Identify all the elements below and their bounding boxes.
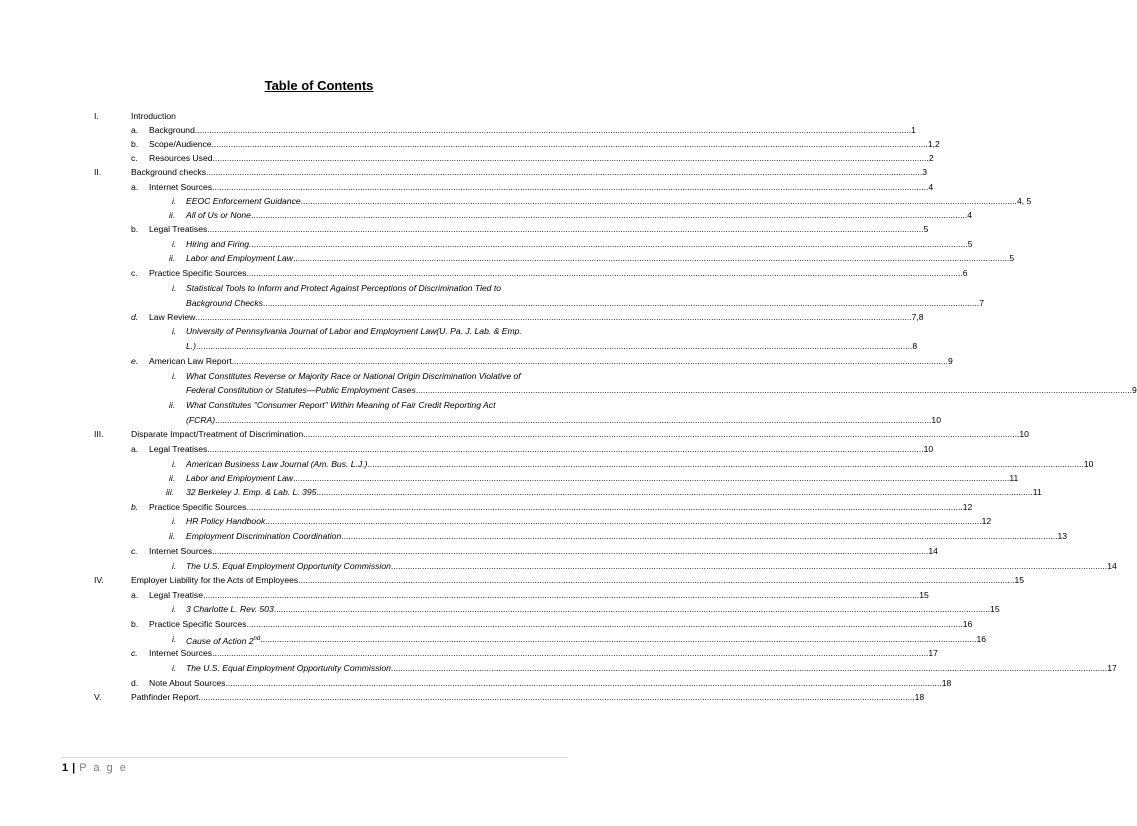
toc-entry[interactable] — [186, 516, 992, 527]
toc-item-label: e. — [131, 356, 139, 366]
toc-entry-text: Practice Specific Sources — [149, 619, 247, 629]
toc-entry-text: Law Review — [149, 312, 196, 322]
toc-entry-text: Introduction — [131, 111, 176, 121]
toc-entry[interactable] — [149, 678, 952, 689]
toc-page-number: 16 — [976, 634, 987, 644]
toc-leader-dots: ............................................................................................................................................................................................................................................................................................................ — [194, 125, 912, 135]
toc-entry[interactable] — [149, 546, 938, 557]
toc-page-number: 1 — [911, 125, 916, 135]
toc-leader-dots: ............................................................................................................................................................................................................................................................................................................ — [212, 153, 929, 163]
toc-item-label: i. — [172, 283, 177, 293]
toc-leader-dots: ............................................................................................................................................................................................................................................................................................................ — [195, 312, 912, 322]
toc-item-label: b. — [131, 224, 139, 234]
toc-page-number: 12 — [962, 502, 973, 512]
toc-item-label: a. — [131, 182, 139, 192]
toc-entry-text: What Constitutes Reverse or Majority Race or National Origin Discrimination Violative of — [186, 371, 521, 381]
toc-leader-dots: ............................................................................................................................................................................................................................................................................................................ — [251, 239, 968, 249]
toc-entry-text: Internet Sources — [149, 182, 213, 192]
footer-page-number: 1 — [62, 762, 69, 774]
toc-entry-text: American Business Law Journal (Am. Bus. L.J.) — [186, 459, 368, 469]
toc-item-label: i. — [172, 604, 177, 614]
toc-leader-dots: ............................................................................................................................................................................................................................................................................................................ — [293, 473, 1010, 483]
toc-leader-dots: ............................................................................................................................................................................................................................................................................................................ — [367, 459, 1084, 469]
toc-entry[interactable] — [186, 473, 1019, 484]
toc-entry[interactable] — [186, 196, 1032, 207]
toc-item-label: ii. — [169, 473, 176, 483]
toc-leader-dots: ............................................................................................................................................................................................................................................................................................................ — [300, 196, 1017, 206]
toc-item-label: d. — [131, 678, 139, 688]
toc-entry[interactable] — [186, 298, 984, 309]
toc-leader-dots: ............................................................................................................................................................................................................................................................................................................ — [298, 575, 1015, 585]
toc-entry-text: EEOC Enforcement Guidance — [186, 196, 301, 206]
toc-item-label: i. — [172, 326, 177, 336]
footer-page-label: P a g e — [79, 762, 128, 774]
toc-entry[interactable] — [149, 619, 973, 630]
toc-item-label: i. — [172, 459, 177, 469]
toc-entry-text: Legal Treatise — [149, 590, 203, 600]
footer-separator: | — [72, 762, 76, 774]
toc-section-number: III. — [94, 429, 104, 439]
toc-page-number: 17 — [928, 648, 938, 658]
toc-item-label: i. — [172, 371, 177, 381]
toc-entry-text: Legal Treatises — [149, 224, 208, 234]
toc-entry-text: Practice Specific Sources — [149, 502, 247, 512]
toc-item-label: iii. — [166, 487, 175, 497]
toc-leader-dots: ............................................................................................................................................................................................................................................................................................................ — [196, 341, 913, 351]
toc-item-label: i. — [172, 634, 177, 644]
toc-page-number: 10 — [931, 415, 941, 425]
toc-leader-dots: ............................................................................................................................................................................................................................................................................................................ — [390, 663, 1108, 673]
toc-title: Table of Contents — [264, 78, 374, 93]
toc-page-number: 2 — [928, 153, 934, 163]
page-footer — [62, 762, 128, 774]
toc-item-label: c. — [131, 153, 138, 163]
toc-entry-text: Statistical Tools to Inform and Protect Against Perceptions of Discrimination Tied to — [186, 283, 502, 293]
toc-entry[interactable] — [186, 239, 973, 250]
toc-leader-dots: ............................................................................................................................................................................................................................................................................................................ — [293, 253, 1010, 263]
toc-entry-text: All of Us or None — [186, 210, 251, 220]
toc-leader-dots: ............................................................................................................................................................................................................................................................................................................ — [212, 648, 929, 658]
toc-entry[interactable] — [186, 634, 987, 647]
toc-page-number: 9 — [1132, 385, 1137, 395]
toc-entry-text: Cause of Action 2nd — [186, 635, 261, 646]
toc-page-number: 14 — [928, 546, 938, 556]
toc-entry-text: Scope/Audience — [149, 139, 212, 149]
toc-entry[interactable] — [149, 590, 929, 601]
toc-leader-dots: ............................................................................................................................................................................................................................................................................................................ — [246, 502, 963, 512]
toc-item-label: i. — [172, 663, 177, 673]
toc-entry[interactable] — [131, 692, 925, 703]
toc-leader-dots: ............................................................................................................................................................................................................................................................................................................ — [206, 167, 923, 177]
toc-page-number: 5 — [1009, 253, 1015, 263]
toc-entry[interactable] — [186, 210, 973, 221]
toc-entry[interactable] — [186, 604, 1000, 615]
toc-page-number: 16 — [962, 619, 973, 629]
toc-item-label: i. — [172, 516, 177, 526]
toc-entry[interactable] — [131, 575, 1025, 586]
toc-item-label: c. — [131, 546, 138, 556]
toc-leader-dots: ............................................................................................................................................................................................................................................................................................................ — [250, 210, 968, 220]
toc-page-number: 3 — [922, 167, 928, 177]
toc-leader-dots: ............................................................................................................................................................................................................................................................................................................ — [303, 429, 1020, 439]
toc-item-label: ii. — [169, 400, 176, 410]
toc-page-number: 7 — [979, 298, 984, 308]
toc-entry[interactable] — [186, 487, 1042, 498]
toc-entry[interactable] — [149, 444, 934, 455]
toc-leader-dots: ............................................................................................................................................................................................................................................................................................................ — [341, 531, 1058, 541]
toc-page-number: 8 — [912, 341, 918, 351]
toc-entry-text: Disparate Impact/Treatment of Discrimination — [131, 429, 304, 439]
toc-entry-text: Note About Sources — [149, 678, 226, 688]
toc-entry-text: Background — [149, 125, 195, 135]
toc-entry[interactable] — [149, 312, 924, 323]
toc-entry[interactable] — [186, 253, 1015, 264]
toc-entry-text: University of Pennsylvania Journal of Labor and Employment Law(U. Pa. J. Lab. & Emp. — [186, 326, 522, 336]
toc-entry-text: Labor and Employment Law — [186, 253, 294, 263]
toc-item-label: b. — [131, 139, 139, 149]
toc-section-number: V. — [94, 692, 102, 702]
toc-leader-dots: ............................................................................................................................................................................................................................................................................................................ — [202, 590, 920, 600]
toc-entry-text: Employer Liability for the Acts of Employees — [131, 575, 299, 585]
toc-leader-dots: ............................................................................................................................................................................................................................................................................................................ — [225, 678, 942, 688]
toc-entry[interactable] — [186, 341, 918, 352]
toc-item-label: b. — [131, 619, 139, 629]
toc-leader-dots: ............................................................................................................................................................................................................................................................................................................ — [207, 444, 924, 454]
toc-entry[interactable] — [149, 153, 934, 164]
toc-leader-dots: ............................................................................................................................................................................................................................................................................................................ — [231, 356, 948, 366]
toc-entry-text: Pathfinder Report — [131, 692, 199, 702]
toc-leader-dots: ............................................................................................................................................................................................................................................................................................................ — [212, 182, 929, 192]
toc-leader-dots: ............................................................................................................................................................................................................................................................................................................ — [260, 634, 977, 644]
toc-page-number: 14 — [1107, 561, 1117, 571]
toc-page-number: 18 — [914, 692, 925, 702]
toc-page-number: 7,8 — [911, 312, 924, 322]
toc-entry[interactable] — [149, 356, 953, 367]
toc-item-label: a. — [131, 444, 139, 454]
toc-entry-text: 3 Charlotte L. Rev. 503 — [186, 604, 274, 614]
toc-entry[interactable] — [186, 459, 1094, 470]
toc-section-number: II. — [94, 167, 102, 177]
toc-entry[interactable] — [186, 371, 560, 382]
toc-leader-dots: ............................................................................................................................................................................................................................................................................................................ — [211, 139, 928, 149]
toc-entry[interactable] — [149, 139, 940, 150]
toc-item-label: i. — [172, 196, 177, 206]
toc-item-label: ii. — [169, 531, 176, 541]
toc-entry-text: Legal Treatises — [149, 444, 208, 454]
toc-entry[interactable] — [131, 167, 928, 178]
toc-entry-text: American Law Report — [149, 356, 232, 366]
toc-item-label: a. — [131, 590, 139, 600]
toc-leader-dots: ............................................................................................................................................................................................................................................................................................................ — [265, 516, 982, 526]
toc-item-label: d. — [131, 312, 139, 322]
toc-entry-text: Resources Used — [149, 153, 213, 163]
toc-item-label: ii. — [169, 253, 176, 263]
toc-leader-dots: ............................................................................................................................................................................................................................................................................................................ — [262, 298, 980, 308]
toc-page-number: 10 — [1019, 429, 1029, 439]
toc-item-label: c. — [131, 268, 138, 278]
toc-leader-dots: ............................................................................................................................................................................................................................................................................................................ — [246, 268, 963, 278]
toc-page-number: 1,2 — [927, 139, 940, 149]
toc-page-number: 10 — [923, 444, 934, 454]
toc-leader-dots: ............................................................................................................................................................................................................................................................................................................ — [273, 604, 991, 614]
toc-entry-text: The U.S. Equal Employment Opportunity Commission — [186, 561, 391, 571]
footer-rule — [62, 757, 568, 758]
toc-item-label: i. — [172, 239, 177, 249]
toc-page-number: 15 — [1014, 575, 1025, 585]
toc-page-number: 18 — [941, 678, 952, 688]
toc-item-label: b. — [131, 502, 139, 512]
toc-entry-text: Labor and Employment Law — [186, 473, 294, 483]
toc-entry-text: (FCRA) — [186, 415, 216, 425]
toc-page-number: 9 — [947, 356, 953, 366]
toc-entry-text: Employment Discrimination Coordination — [186, 531, 342, 541]
toc-entry[interactable] — [149, 268, 968, 279]
toc-entry-text: L.) — [186, 341, 197, 351]
toc-entry[interactable] — [149, 502, 973, 513]
toc-leader-dots: ............................................................................................................................................................................................................................................................................................................ — [316, 487, 1033, 497]
toc-entry-text: Internet Sources — [149, 648, 213, 658]
toc-entry[interactable] — [186, 415, 941, 426]
toc-page-number: 5 — [923, 224, 929, 234]
toc-entry-text: Practice Specific Sources — [149, 268, 247, 278]
toc-leader-dots: ............................................................................................................................................................................................................................................................................................................ — [215, 415, 932, 425]
toc-page-number: 15 — [990, 604, 1000, 614]
toc-page-number: 10 — [1083, 459, 1094, 469]
toc-entry[interactable] — [149, 182, 934, 193]
toc-page-number: 4 — [928, 182, 934, 192]
toc-entry[interactable] — [186, 663, 1117, 674]
toc-page-number: 4, 5 — [1016, 196, 1032, 206]
toc-entry[interactable] — [186, 385, 1137, 396]
toc-entry[interactable] — [149, 125, 916, 136]
toc-section-number: IV. — [94, 575, 104, 585]
toc-section-number: I. — [94, 111, 99, 121]
toc-entry-text: 32 Berkeley J. Emp. & Lab. L. 395 — [186, 487, 317, 497]
toc-page-number: 4 — [967, 210, 973, 220]
toc-entry-text: HR Policy Handbook — [186, 516, 266, 526]
toc-entry-text: What Constitutes "Consumer Report" Within Meaning of Fair Credit Reporting Act — [186, 400, 496, 410]
toc-entry[interactable] — [186, 326, 560, 337]
toc-page-number: 11 — [1032, 487, 1042, 497]
toc-page-number: 12 — [981, 516, 992, 526]
toc-page-number: 13 — [1057, 531, 1068, 541]
toc-leader-dots: ............................................................................................................................................................................................................................................................................................................ — [415, 385, 1133, 395]
toc-entry-text: The U.S. Equal Employment Opportunity Commission — [186, 663, 391, 673]
toc-leader-dots: ............................................................................................................................................................................................................................................................................................................ — [212, 546, 929, 556]
toc-entry[interactable] — [149, 648, 938, 659]
toc-entry[interactable] — [186, 561, 1117, 572]
toc-entry[interactable] — [186, 531, 1068, 542]
toc-entry-text: Background checks — [131, 167, 206, 177]
toc-leader-dots: ............................................................................................................................................................................................................................................................................................................ — [390, 561, 1108, 571]
toc-entry[interactable] — [149, 224, 929, 235]
toc-page-number: 15 — [919, 590, 929, 600]
toc-entry-text: Internet Sources — [149, 546, 213, 556]
toc-entry[interactable] — [131, 429, 1029, 440]
toc-entry[interactable] — [186, 400, 560, 411]
toc-leader-dots: ............................................................................................................................................................................................................................................................................................................ — [207, 224, 924, 234]
toc-entry[interactable] — [186, 283, 560, 294]
toc-leader-dots: ............................................................................................................................................................................................................................................................................................................ — [246, 619, 963, 629]
toc-entry[interactable] — [131, 111, 560, 122]
toc-item-label: c. — [131, 648, 138, 658]
toc-page-number: 5 — [967, 239, 973, 249]
toc-item-label: a. — [131, 125, 139, 135]
toc-page-number: 6 — [962, 268, 968, 278]
toc-leader-dots: ............................................................................................................................................................................................................................................................................................................ — [198, 692, 915, 702]
toc-item-label: i. — [172, 561, 177, 571]
toc-page-number: 17 — [1107, 663, 1117, 673]
toc-page-number: 11 — [1009, 473, 1019, 483]
toc-entry-text: Hiring and Firing. — [186, 239, 252, 249]
toc-entry-text: Federal Constitution or Statutes—Public Employment Cases — [186, 385, 416, 395]
toc-item-label: ii. — [169, 210, 176, 220]
toc-entry-text: Background Checks — [186, 298, 263, 308]
